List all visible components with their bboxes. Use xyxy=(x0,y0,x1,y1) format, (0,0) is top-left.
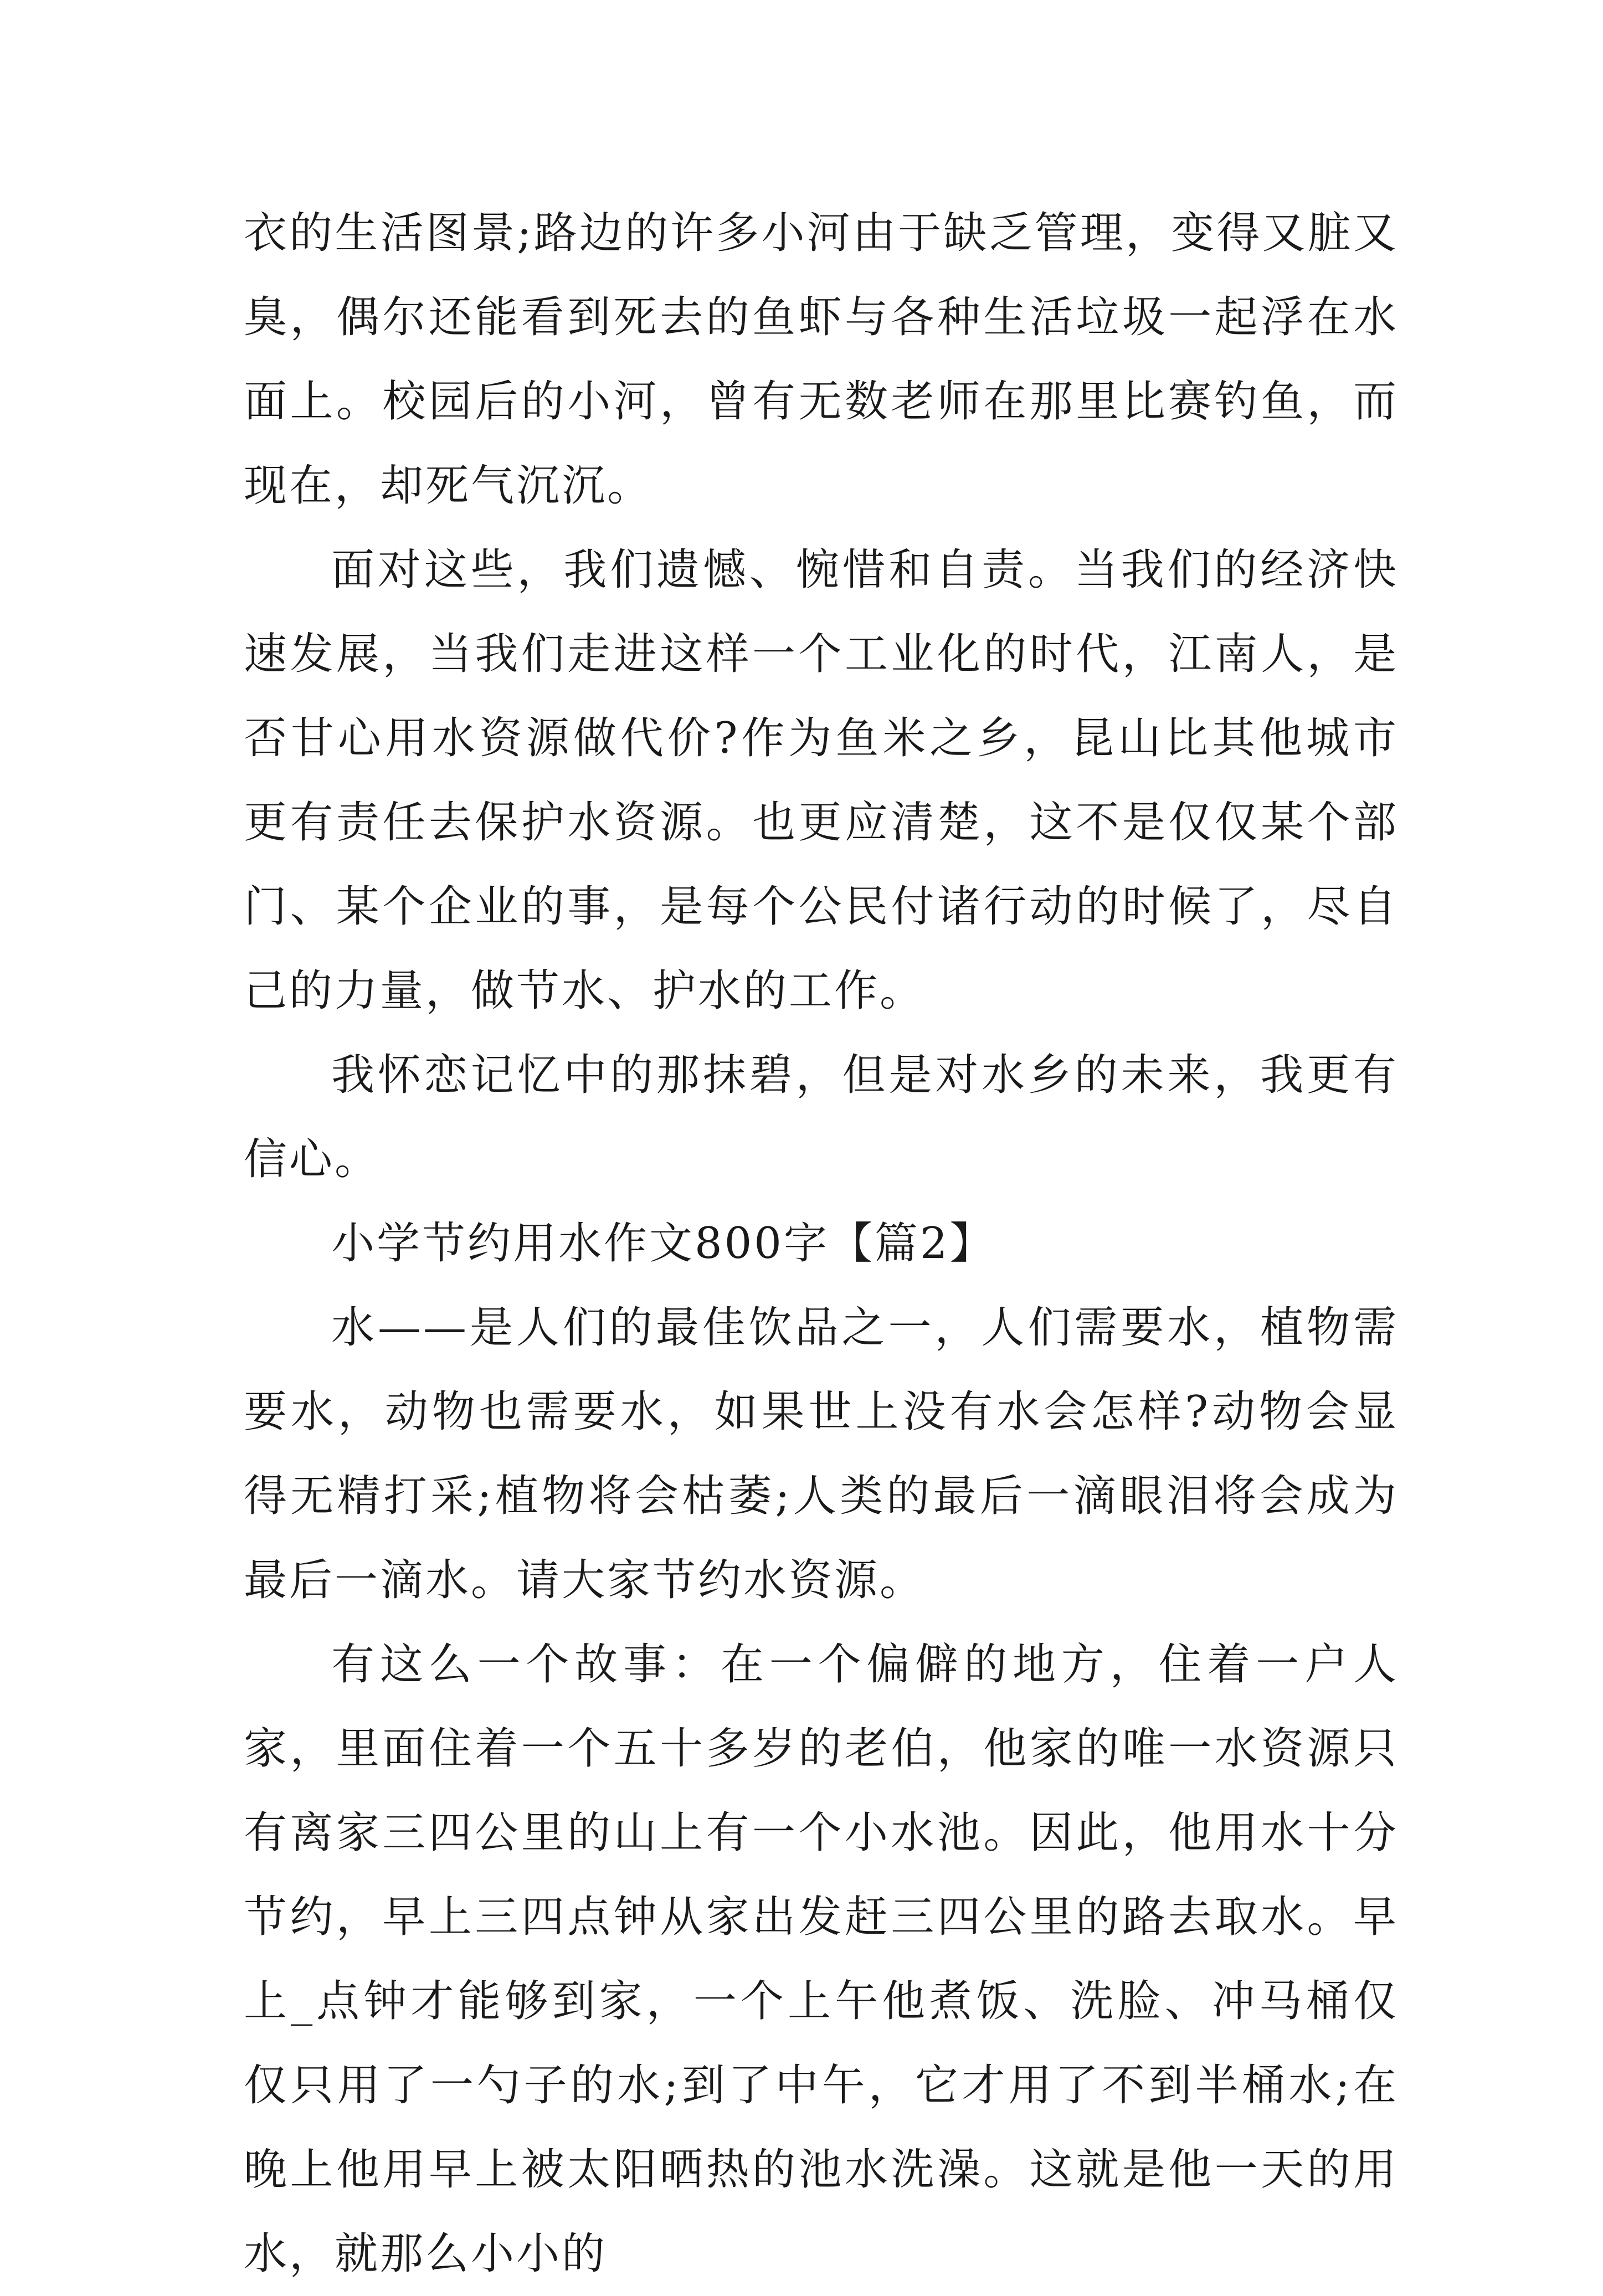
paragraph-water-importance: 水——是人们的最佳饮品之一，人们需要水，植物需要水，动物也需要水，如果世上没有水会怎样?动物会显得无精打采;植物将会枯萎;人类的最后一滴眼泪将会成为最后一滴水。请大家节约水资源。 xyxy=(244,1303,1399,1605)
document-body xyxy=(244,191,1399,2296)
section-heading: 小学节约用水作文800字【篇2】 xyxy=(331,1219,995,1268)
paragraph-story: 有这么一个故事：在一个偏僻的地方，住着一户人家，里面住着一个五十多岁的老伯，他家的唯一水资源只有离家三四公里的山上有一个小水池。因此，他用水十分节约，早上三四点钟从家出发赶三四公里的路去取水。早上_点钟才能够到家，一个上午他煮饭、洗脸、冲马桶仅仅只用了一勺子的水;到了中午，它才用了不到半桶水;在晚上他用早上被太阳晒热的池水洗澡。这就是他一天的用水，就那么小小的 xyxy=(244,1640,1399,2279)
paragraph-continuation: 衣的生活图景;路边的许多小河由于缺乏管理，变得又脏又臭，偶尔还能看到死去的鱼虾与各种生活垃圾一起浮在水面上。校园后的小河，曾有无数老师在那里比赛钓鱼，而现在，却死气沉沉。 xyxy=(244,208,1399,511)
paragraph-reflection: 面对这些，我们遗憾、惋惜和自责。当我们的经济快速发展，当我们走进这样一个工业化的时代，江南人，是否甘心用水资源做代价?作为鱼米之乡，昆山比其他城市更有责任去保护水资源。也更应清楚，这不是仅仅某个部门、某个企业的事，是每个公民付诸行动的时候了，尽自己的力量，做节水、护水的工作。 xyxy=(244,545,1399,1016)
paragraph-confidence: 我怀恋记忆中的那抹碧，但是对水乡的未来，我更有信心。 xyxy=(244,1050,1399,1184)
